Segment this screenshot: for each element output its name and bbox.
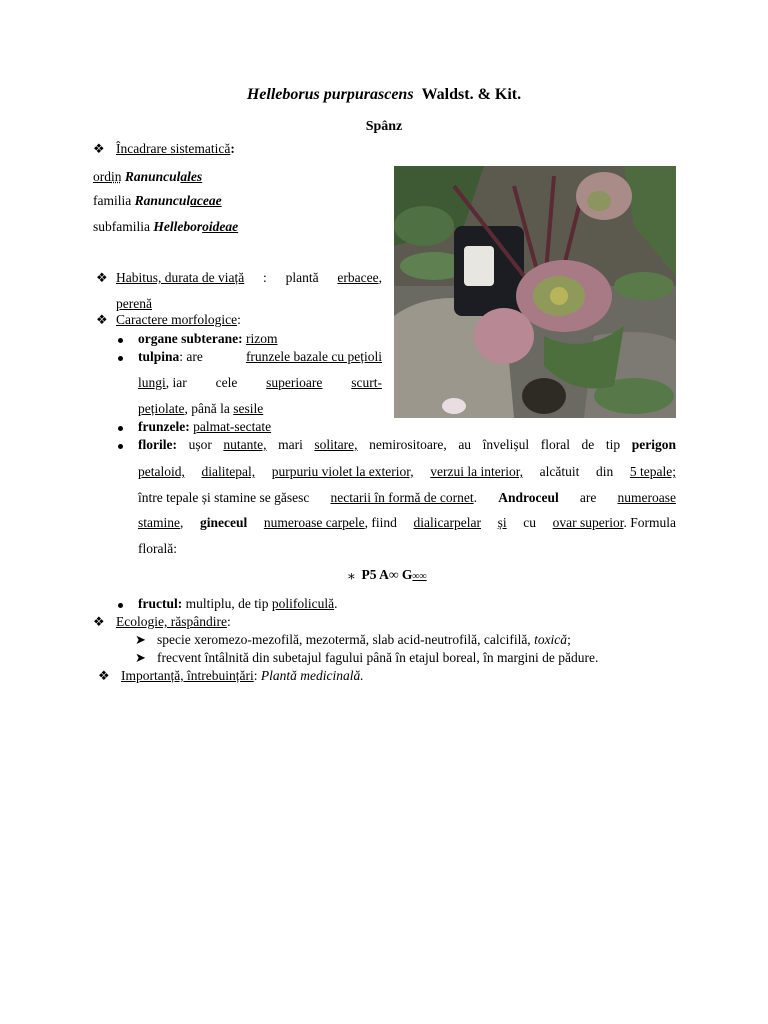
tulpina-sesile: sesile (233, 401, 264, 416)
florile-word: ușor (188, 437, 212, 452)
florile-word: mari (278, 437, 303, 452)
habitus-perena-text: perenă (116, 296, 152, 311)
subterane-label: organe subterane: (138, 331, 243, 346)
diamond-bullet-icon: ❖ (93, 614, 105, 629)
diamond-outline-bullet-icon: ❖ (96, 270, 108, 285)
formula-g-infinity: ∞∞ (412, 571, 427, 582)
fructul-line (138, 596, 337, 612)
formula-infinity: ∞ (388, 567, 399, 582)
frunzele-label: frunzele: (138, 419, 190, 434)
ordin-label-b: in (111, 169, 122, 184)
title-genus: Helleborus (246, 86, 320, 103)
tulpina-cele: cele (215, 375, 238, 390)
tulpina-petiolate: pețiolate (138, 401, 185, 416)
tulpina-line-2 (138, 375, 382, 391)
florile-word: de (581, 437, 595, 452)
florile-dialicarpelar: dialicarpelar (413, 515, 481, 530)
florile-verzui: verzui la interior, (430, 464, 524, 479)
habitus-erbacee: erbacee, (337, 270, 382, 285)
title-species: purpurascens (323, 86, 414, 103)
florile-5-tepale: 5 tepale; (629, 464, 676, 479)
florile-dialitepal: dialitepal, (201, 464, 256, 479)
tulpina-label: tulpina (138, 349, 180, 364)
tulpina-line-1 (138, 349, 382, 365)
subfamilia-line (93, 219, 238, 235)
floral-formula (348, 567, 427, 585)
florile-ovar-superior: ovar superior (552, 515, 624, 530)
florile-purpuriu: purpuriu violet la exterior, (271, 464, 414, 479)
formula-p-a: P5 A (361, 567, 389, 582)
hellebore-photo-illustration (394, 166, 676, 418)
diamond-bullet-icon: ❖ (93, 141, 105, 156)
systematics-heading-text: Încadrare sistematică (116, 141, 231, 156)
ecology-item-1 (157, 632, 571, 648)
ordin-name-b: ales (180, 169, 203, 184)
familia-name-b: aceae (190, 193, 222, 208)
tulpina-iar: , iar (165, 375, 187, 390)
importance-heading: Importanță, întrebuințări (121, 668, 254, 683)
fructul-label: fructul: (138, 596, 183, 611)
subfamilia-label: subfamilia (93, 219, 150, 234)
importance-colon: : (253, 668, 258, 683)
tulpina-are: : are (179, 349, 203, 364)
florile-line-5: florală: (138, 541, 177, 556)
habitus-word-planta: plantă (285, 270, 319, 285)
fructul-value: polifoliculă (271, 596, 335, 611)
subterane-value: rizom (246, 331, 278, 346)
formula-g: G (398, 567, 413, 582)
florile-si: și (497, 515, 507, 530)
diamond-bullet-icon: ❖ (98, 668, 110, 683)
familia-name-a: Ranuncul (134, 193, 191, 208)
ecology-item-2: frecvent întâlnită din subetajul fagului până în etajul boreal, în margini de pădure. (157, 650, 599, 665)
florile-numeroase: numeroase (617, 490, 676, 505)
document-title (0, 86, 768, 104)
subfamilia-name-a: Hellebor (153, 219, 203, 234)
florile-word: tip (605, 437, 621, 452)
systematics-heading (116, 141, 235, 157)
florile-word: învelișul (482, 437, 530, 452)
florile-period: . (473, 490, 478, 505)
familia-line (93, 193, 222, 209)
tulpina-scurt: scurt- (351, 375, 382, 390)
florile-formula: . Formula (623, 515, 676, 530)
fructul-period: . (334, 596, 338, 611)
familia-label: familia (93, 193, 132, 208)
florile-word: floral (540, 437, 570, 452)
bullet-dot-icon (118, 338, 123, 343)
florile-comma: , (180, 515, 184, 530)
florile-numeroase-carpele: numeroase carpele (263, 515, 365, 530)
importance-line (121, 668, 364, 684)
florile-line-4 (138, 515, 676, 531)
bullet-dot-icon (118, 356, 123, 361)
bullet-dot-icon (118, 444, 123, 449)
florile-label: florile: (138, 437, 177, 452)
bullet-dot-icon (118, 426, 123, 431)
florile-intre-tepale: între tepale și stamine se găsesc (138, 490, 310, 505)
bullet-dot-icon (118, 603, 123, 608)
subfamilia-name-b: oideae (202, 219, 239, 234)
tulpina-pana-la: , până la (184, 401, 230, 416)
habitus-perena (116, 296, 152, 312)
importance-value: Plantă medicinală. (260, 668, 364, 683)
frunzele-value: palmat-sectate (193, 419, 272, 434)
florile-androceul: Androceul (498, 490, 559, 505)
habitus-line (116, 270, 382, 286)
florile-perigon: perigon (631, 437, 676, 452)
plant-photo (394, 166, 676, 418)
florile-stamine: stamine (138, 515, 180, 530)
habitus-heading: Habitus, durata de viață (116, 270, 245, 285)
arrow-bullet-icon: ➤ (135, 650, 146, 665)
subterane-line (138, 331, 278, 347)
florile-word: are (579, 490, 597, 505)
florile-petaloid: petaloid, (138, 464, 185, 479)
fructul-text: multiplu, de tip (185, 596, 269, 611)
florile-word: alcătuit (539, 464, 580, 479)
florile-line-1 (138, 437, 676, 453)
tulpina-line-3 (138, 401, 263, 417)
morphology-heading-text: Caractere morfologice (116, 312, 238, 327)
ordin-label-a: ord (93, 169, 111, 184)
florile-fiind: , fiind (364, 515, 397, 530)
ecology-toxica: toxică (534, 632, 568, 647)
arrow-bullet-icon: ➤ (135, 632, 146, 647)
florile-nectarii: nectarii în formă de cornet (330, 490, 474, 505)
ecology-item-1-text: specie xeromezo-mezofilă, mezotermă, slab acid-neutrofilă, calcifilă, (157, 632, 531, 647)
florile-word: din (595, 464, 614, 479)
ordin-name-a: Ranuncul (124, 169, 181, 184)
common-name: Spânz (365, 119, 403, 134)
asterisk-icon: ⁎ (348, 567, 355, 582)
florile-cu: cu (523, 515, 536, 530)
ecology-semicolon: ; (567, 632, 571, 647)
florile-word: nemirositoare, (369, 437, 447, 452)
morphology-heading: Caractere morfologice: (116, 312, 241, 327)
florile-line-2 (138, 464, 676, 480)
ecology-heading-text: Ecologie, răspândire (116, 614, 227, 629)
florile-line-3 (138, 490, 676, 506)
tulpina-lungi: lungi (138, 375, 166, 390)
florile-word: au (458, 437, 472, 452)
florile-solitare: solitare, (314, 437, 358, 452)
diamond-outline-bullet-icon: ❖ (96, 312, 108, 327)
frunzele-line (138, 419, 271, 435)
habitus-erbacee-text: erbacee (337, 270, 379, 285)
tulpina-superioare: superioare (266, 375, 323, 390)
habitus-colon: : (263, 270, 267, 285)
systematics-colon: : (230, 141, 235, 156)
tulpina-frunzele-bazale: frunzele bazale cu pețioli (245, 349, 382, 364)
florile-nutante: nutante, (223, 437, 267, 452)
title-author: Waldst. & Kit. (421, 86, 522, 103)
florile-gineceul: gineceul (199, 515, 248, 530)
ordin-line (93, 169, 202, 185)
ecology-heading: Ecologie, răspândire: (116, 614, 231, 629)
